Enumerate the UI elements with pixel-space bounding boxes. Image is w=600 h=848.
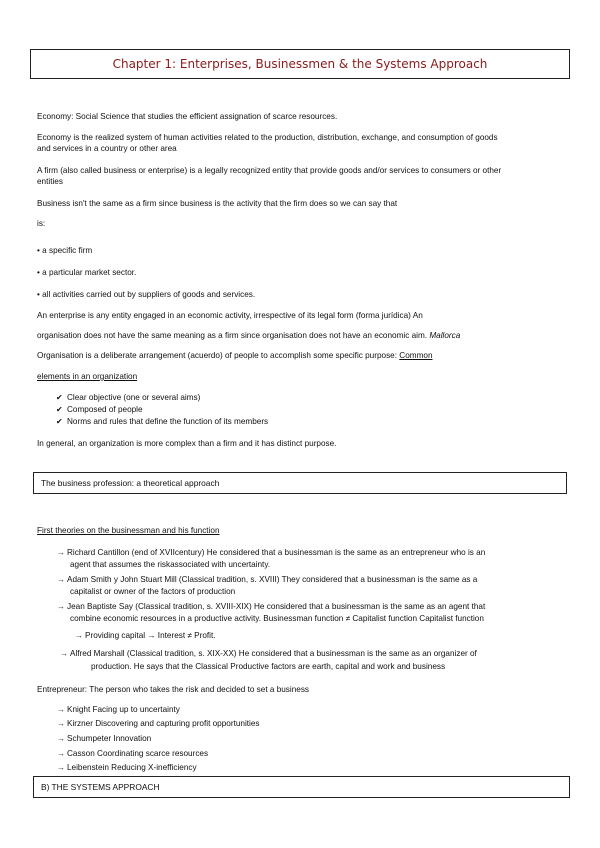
systems-approach-heading-box: [33, 776, 570, 798]
arrow-icon: →: [57, 575, 65, 584]
chapter-title: Chapter 1: Enterprises, Businessmen & the Systems Approach: [112, 57, 488, 71]
arrow-icon: →: [75, 631, 83, 640]
theory-item: → Jean Baptiste Say (Classical tradition, s. XVIII-XIX) He considered that a businessman is the same as an agent that: [57, 602, 486, 611]
elements-heading: elements in an organization: [37, 372, 138, 381]
arrow-icon: →: [57, 749, 65, 758]
economy-system-line1: Economy is the realized system of human activities related to the production, distribution, exchange, and consumption of goods: [37, 133, 498, 142]
theory-sub-item: → Providing capital → Interest ≠ Profit.: [75, 631, 216, 640]
author-item: → Casson Coordinating scarce resources: [57, 749, 209, 758]
arrow-icon: →: [57, 734, 65, 743]
theory-item: → Alfred Marshall (Classical tradition, s. XIX-XX) He considered that a businessman is the same as an organizer of: [60, 649, 477, 658]
entrepreneur-definition: Entrepreneur: The person who takes the risk and decided to set a business: [37, 685, 310, 694]
organisation-line2: [37, 350, 433, 361]
element-item: ✔ Norms and rules that define the function of its members: [56, 417, 269, 426]
business-definition-line2: is:: [37, 219, 46, 228]
arrow-icon: →: [57, 602, 65, 611]
general-statement: In general, an organization is more complex than a firm and it has distinct purpose.: [37, 439, 337, 448]
firm-definition-line1: A firm (also called business or enterprise) is a legally recognized entity that provide goods and/or services to consumers or other: [37, 166, 502, 175]
author-item: → Kirzner Discovering and capturing profit opportunities: [57, 719, 260, 728]
business-bullet: • a particular market sector.: [37, 268, 137, 277]
theory-item-cont: production. He says that the Classical Productive factors are earth, capital and work and business: [91, 662, 446, 671]
checkmark-icon: ✔: [56, 405, 63, 414]
checkmark-icon: ✔: [56, 393, 63, 402]
organisation-line2-text: Organisation is a deliberate arrangement (acuerdo) of people to accomplish some specific purpose:: [37, 351, 397, 360]
element-item: ✔ Clear objective (one or several aims): [56, 393, 201, 402]
business-definition-line1: Business isn't the same as a firm since business is the activity that the firm does so we can say that: [37, 199, 398, 208]
organisation-line2-underlined: Common: [399, 351, 433, 360]
checkmark-icon: ✔: [56, 417, 63, 426]
economy-definition: Economy: Social Science that studies the efficient assignation of scarce resources.: [37, 112, 338, 121]
arrow-icon: →: [57, 763, 65, 772]
organisation-line1-italic: Mallorca: [429, 331, 461, 340]
author-item: → Knight Facing up to uncertainty: [57, 705, 180, 714]
theory-item: → Richard Cantillon (end of XVIIcentury) He considered that a businessman is the same as an entrepreneur who is an: [57, 548, 486, 557]
theory-item-cont: agent that assumes the riskassociated with uncertainty.: [70, 560, 271, 569]
chapter-title-box: [30, 49, 570, 79]
enterprise-definition: An enterprise is any entity engaged in an economic activity, irrespective of its legal form (forma jurídica) An: [37, 311, 423, 320]
arrow-icon: →: [60, 649, 68, 658]
arrow-icon: →: [57, 548, 65, 557]
section-heading: The business profession: a theoretical approach: [41, 478, 220, 488]
theory-item-cont: capitalist or owner of the factors of production: [70, 587, 236, 596]
theory-item: → Adam Smith y John Stuart Mill (Classical tradition, s. XVIII) They considered that a businessman is the same as a: [57, 575, 478, 584]
business-bullet: • all activities carried out by suppliers of goods and services.: [37, 290, 256, 299]
theories-heading: First theories on the businessman and his function: [37, 526, 220, 535]
organisation-line1-text: organisation does not have the same meaning as a firm since organisation does not have an economic aim.: [37, 331, 428, 340]
theory-item-cont: combine economic resources in a productive activity. Businessman function ≠ Capitalist function Capitalist function: [70, 614, 484, 623]
organisation-line1: [37, 330, 460, 341]
economy-system-line2: and services in a country or other area: [37, 144, 177, 153]
business-bullet: • a specific firm: [37, 246, 93, 255]
author-item: → Leibenstein Reducing X-inefficiency: [57, 763, 197, 772]
arrow-icon: →: [57, 705, 65, 714]
element-item: ✔ Composed of people: [56, 405, 143, 414]
systems-approach-heading: B) THE SYSTEMS APPROACH: [41, 782, 160, 792]
arrow-icon: →: [57, 719, 65, 728]
author-item: → Schumpeter Innovation: [57, 734, 152, 743]
section-heading-box: [33, 472, 567, 494]
firm-definition-line2: entities: [37, 177, 63, 186]
